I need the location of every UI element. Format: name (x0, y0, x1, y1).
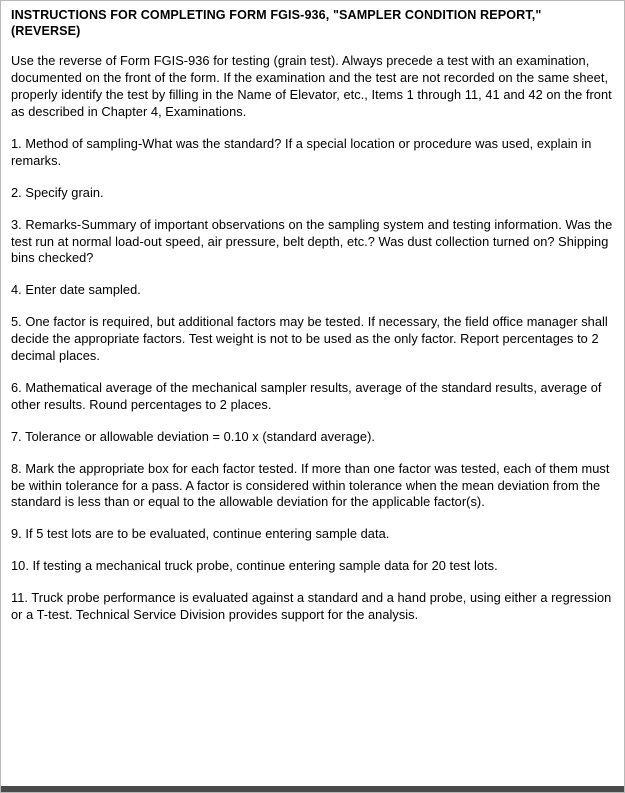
instruction-item-10: 10. If testing a mechanical truck probe, continue entering sample data for 20 test lots. (11, 558, 498, 574)
document-title: INSTRUCTIONS FOR COMPLETING FORM FGIS-936, "SAMPLER CONDITION REPORT," (REVERSE) (11, 8, 542, 38)
page-bottom-edge (1, 786, 624, 792)
instruction-item-2: 2. Specify grain. (11, 184, 104, 200)
instruction-item-4: 4. Enter date sampled. (11, 282, 141, 298)
instruction-item-3: 3. Remarks-Summary of important observations on the sampling system and testing information. Was the test run at normal load-out speed, air pressure, belt depth, etc.? Was dust collection turned on? Shipping bins checked? (11, 216, 613, 266)
instruction-item-8: 8. Mark the appropriate box for each factor tested. If more than one factor was tested, each of them must be within tolerance for a pass. A factor is considered within tolerance when the mean deviation from the standard is less than or equal to the allowable deviation for the applicable factor(s). (11, 460, 610, 510)
instruction-item-6: 6. Mathematical average of the mechanical sampler results, average of the standard results, average of other results. Round percentages to 2 places. (11, 379, 602, 412)
instruction-item-9: 9. If 5 test lots are to be evaluated, continue entering sample data. (11, 526, 390, 542)
intro-paragraph: Use the reverse of Form FGIS-936 for testing (grain test). Always precede a test with an examination, documented on the front of the form. If the examination and the test are not recorded on the same sheet, properly identify the test by filling in the Name of Elevator, etc., Items 1 through 11, 41 and 42 on the front as described in Chapter 4, Examinations. (11, 53, 612, 120)
instruction-item-7: 7. Tolerance or allowable deviation = 0.10 x (standard average). (11, 428, 375, 444)
instruction-item-5: 5. One factor is required, but additional factors may be tested. If necessary, the field office manager shall decide the appropriate factors. Test weight is not to be used as the only factor. Report percentages to 2 decimal places. (11, 314, 608, 364)
instruction-item-1: 1. Method of sampling-What was the standard? If a special location or procedure was used, explain in remarks. (11, 136, 592, 168)
instruction-item-11: 11. Truck probe performance is evaluated against a standard and a hand probe, using either a regression or a T-test. Technical Service Division provides support for the analysis. (11, 590, 612, 622)
document-content (1, 1, 624, 624)
